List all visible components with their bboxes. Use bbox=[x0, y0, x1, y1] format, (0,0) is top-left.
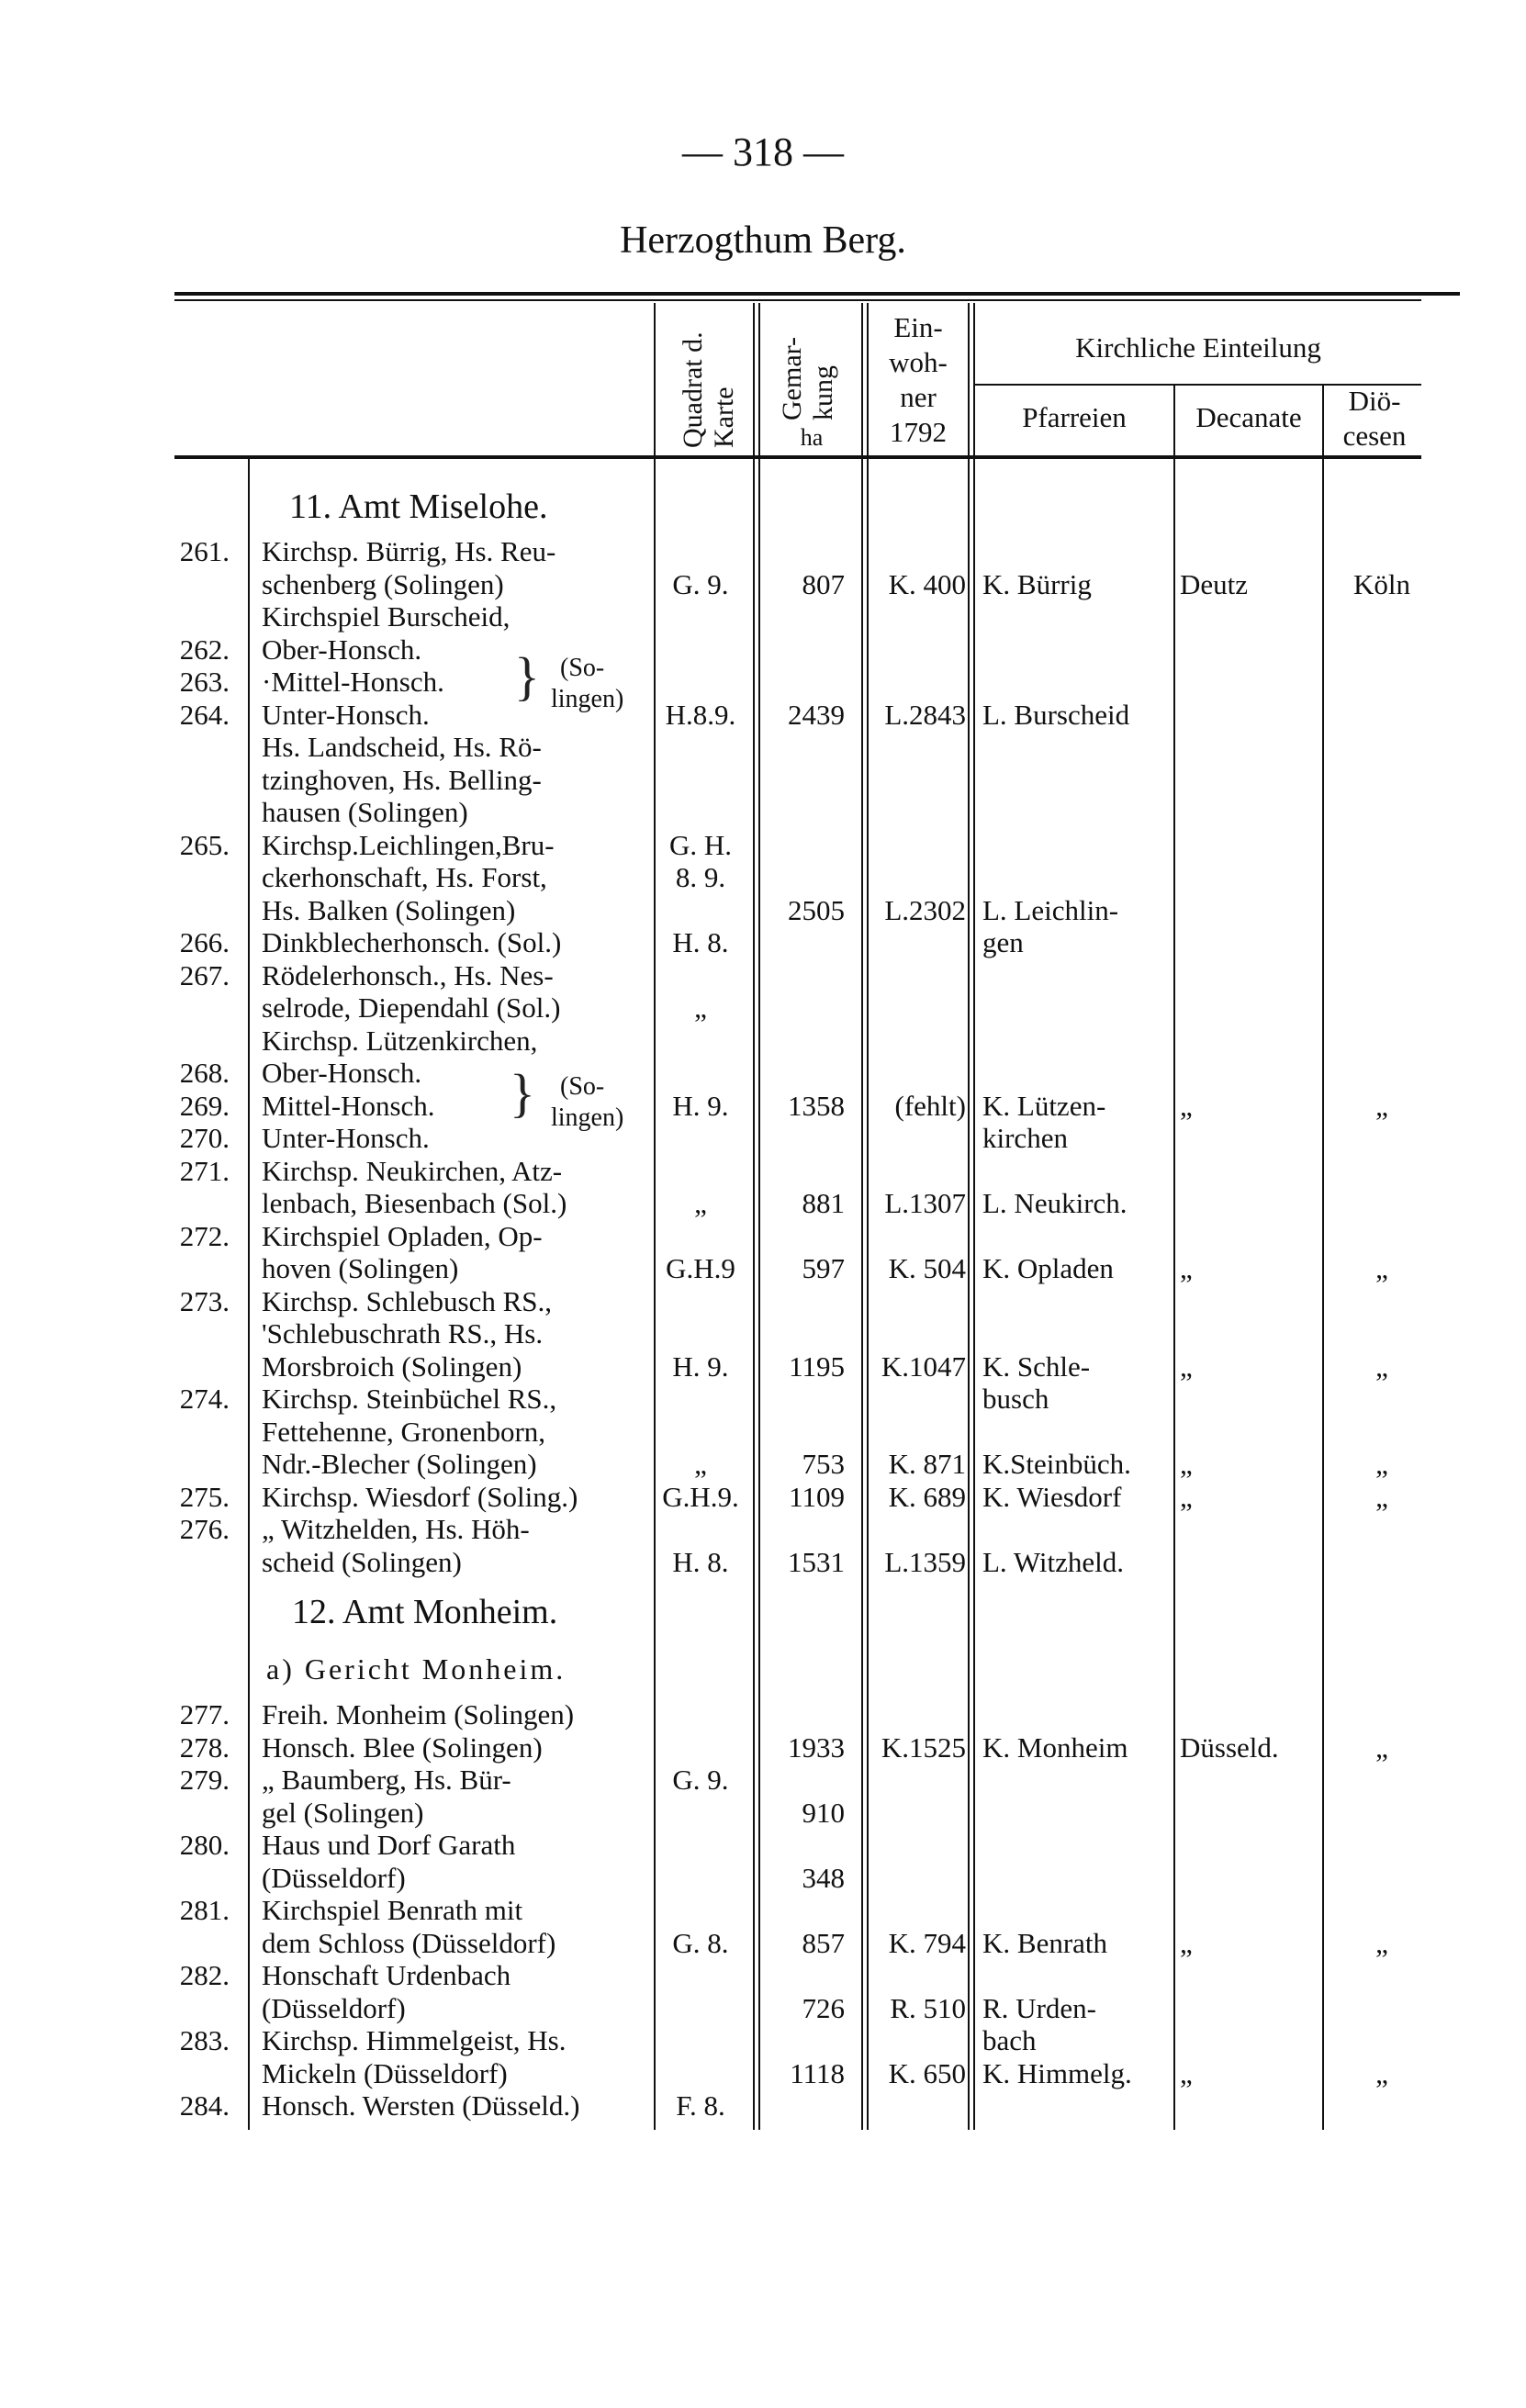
col-rule-pfarreien-b bbox=[973, 303, 975, 2130]
row-description: gel (Solingen) bbox=[262, 1796, 424, 1829]
row-description: ckerhonschaft, Hs. Forst, bbox=[262, 861, 547, 893]
row-description: „ Witzhelden, Hs. Höh- bbox=[262, 1513, 530, 1545]
row-quadrat: G.H.9 bbox=[666, 1252, 735, 1284]
row-number: 266. bbox=[179, 926, 230, 958]
row-gemarkung: 1531 bbox=[788, 1545, 845, 1578]
row-description: Unter-Honsch. bbox=[262, 1122, 430, 1154]
row-description: Kirchspiel Opladen, Op- bbox=[262, 1219, 543, 1252]
row-number: 270. bbox=[179, 1122, 230, 1154]
row-quadrat: „ bbox=[694, 991, 707, 1024]
row-description: (Düsseldorf) bbox=[262, 1991, 406, 2024]
row-description: Mickeln (Düsseldorf) bbox=[262, 2056, 508, 2089]
row-description: dem Schloss (Düsseldorf) bbox=[262, 1926, 556, 1959]
row-description: 'Schlebuschrath RS., Hs. bbox=[262, 1317, 544, 1350]
row-dioecese: „ bbox=[1375, 1252, 1388, 1284]
row-dioecese: „ bbox=[1375, 1350, 1388, 1383]
row-pfarrei: K. Opladen bbox=[982, 1252, 1114, 1284]
header-einwohner-1: Ein- bbox=[893, 311, 943, 343]
row-pfarrei: bach bbox=[982, 2024, 1037, 2056]
row-pfarrei: K. Monheim bbox=[982, 1730, 1128, 1764]
row-pfarrei: K.Steinbüch. bbox=[982, 1448, 1131, 1480]
row-gemarkung: 881 bbox=[802, 1187, 845, 1219]
row-gemarkung: 753 bbox=[802, 1448, 845, 1480]
row-gemarkung: 2505 bbox=[788, 893, 845, 926]
row-pfarrei: L. Leichlin- bbox=[982, 893, 1119, 926]
row-number: 265. bbox=[179, 828, 230, 861]
row-decanat: „ bbox=[1180, 1350, 1193, 1383]
row-description: Unter-Honsch. bbox=[262, 698, 430, 731]
row-quadrat: G. 8. bbox=[672, 1926, 729, 1959]
row-description: Kirchsp.Leichlingen,Bru- bbox=[262, 828, 555, 861]
row-quadrat: „ bbox=[694, 1448, 707, 1480]
row-pfarrei: K. Himmelg. bbox=[982, 2056, 1132, 2089]
header-quadrat: Quadrat d. Karte bbox=[678, 331, 739, 448]
row-description: Morsbroich (Solingen) bbox=[262, 1350, 522, 1383]
row-dioecese: Köln bbox=[1353, 567, 1410, 600]
row-einwohner: K.1525 bbox=[881, 1730, 966, 1764]
row-quadrat: „ bbox=[694, 1187, 707, 1219]
row-einwohner: K. 871 bbox=[888, 1448, 966, 1480]
row-description: selrode, Diependahl (Sol.) bbox=[262, 991, 561, 1024]
row-number: 273. bbox=[179, 1284, 230, 1317]
row-pfarrei: K. Lützen- bbox=[982, 1089, 1106, 1122]
row-description: Kirchsp. Neukirchen, Atz- bbox=[262, 1154, 563, 1187]
row-description: „ Baumberg, Hs. Bür- bbox=[262, 1764, 511, 1796]
row-pfarrei: kirchen bbox=[982, 1122, 1068, 1154]
row-description: Ndr.-Blecher (Solingen) bbox=[262, 1448, 537, 1480]
row-description: ·Mittel-Honsch. bbox=[262, 666, 444, 698]
row-gemarkung: 1118 bbox=[790, 2056, 845, 2089]
row-einwohner: K. 400 bbox=[888, 567, 966, 600]
row-einwohner: K. 650 bbox=[888, 2056, 966, 2089]
section-amt-miselohe: 11. Amt Miselohe. bbox=[289, 487, 548, 526]
row-description: Kirchsp. Himmelgeist, Hs. bbox=[262, 2024, 567, 2056]
row-pfarrei: R. Urden- bbox=[982, 1991, 1096, 2024]
header-dioecesen-2: cesen bbox=[1342, 420, 1407, 452]
row-quadrat: G. H. bbox=[668, 828, 733, 861]
row-pfarrei: K. Wiesdorf bbox=[982, 1480, 1122, 1513]
row-description: Ober-Honsch. bbox=[262, 633, 422, 666]
row-einwohner: K. 794 bbox=[888, 1926, 966, 1959]
row-einwohner: L.2302 bbox=[884, 893, 966, 926]
row-description: Fettehenne, Gronenborn, bbox=[262, 1415, 546, 1448]
row-gemarkung: 910 bbox=[802, 1796, 845, 1829]
row-einwohner: L.1359 bbox=[884, 1545, 966, 1578]
row-pfarrei: K. Bürrig bbox=[982, 567, 1092, 600]
row-number: 274. bbox=[179, 1383, 230, 1415]
row-quadrat: G. 9. bbox=[672, 1764, 729, 1796]
col-rule-pfarreien-a bbox=[968, 303, 970, 2130]
row-description: Kirchsp. Bürrig, Hs. Reu- bbox=[262, 535, 556, 567]
row-number: 282. bbox=[179, 1959, 230, 1991]
row-description: Hs. Balken (Solingen) bbox=[262, 893, 516, 926]
row-description: Rödelerhonsch., Hs. Nes- bbox=[262, 958, 554, 991]
row-decanat: Deutz bbox=[1180, 567, 1249, 600]
top-rule-thin bbox=[174, 299, 1421, 301]
row-description: Kirchsp. Schlebusch RS., bbox=[262, 1284, 553, 1317]
row-number: 269. bbox=[179, 1089, 230, 1122]
row-pfarrei: K. Schle- bbox=[982, 1350, 1091, 1383]
row-number: 275. bbox=[179, 1480, 230, 1513]
row-number: 283. bbox=[179, 2024, 230, 2056]
row-number: 277. bbox=[179, 1698, 230, 1730]
col-rule-decanate bbox=[1173, 386, 1175, 2130]
row-dioecese: „ bbox=[1375, 1480, 1388, 1513]
col-rule-dioecesen bbox=[1322, 386, 1324, 2130]
header-einwohner-4: 1792 bbox=[890, 416, 947, 448]
row-quadrat: G. 9. bbox=[672, 567, 729, 600]
row-description: Kirchsp. Steinbüchel RS., bbox=[262, 1383, 557, 1415]
row-number: 284. bbox=[179, 2089, 230, 2122]
row-einwohner: R. 510 bbox=[890, 1991, 966, 2024]
row-description: tzinghoven, Hs. Belling- bbox=[262, 763, 542, 796]
row-description: Kirchspiel Benrath mit bbox=[262, 1894, 523, 1926]
row-description: lenbach, Biesenbach (Sol.) bbox=[262, 1187, 567, 1219]
col-rule-einwohner-a bbox=[861, 303, 863, 2130]
row-quadrat: H. 8. bbox=[672, 1545, 729, 1578]
row-number: 264. bbox=[179, 698, 230, 731]
row-einwohner: K. 689 bbox=[888, 1480, 966, 1513]
row-decanat: „ bbox=[1180, 1926, 1193, 1959]
row-quadrat: H. 8. bbox=[672, 926, 729, 958]
row-quadrat: G.H.9. bbox=[662, 1480, 739, 1513]
row-number: 262. bbox=[179, 633, 230, 666]
row-quadrat: 8. 9. bbox=[675, 861, 726, 893]
row-quadrat: H. 9. bbox=[672, 1089, 729, 1122]
row-einwohner: L.1307 bbox=[884, 1187, 966, 1219]
row-decanat: „ bbox=[1180, 1252, 1193, 1284]
row-number: 281. bbox=[179, 1894, 230, 1926]
row-gemarkung: 857 bbox=[802, 1926, 845, 1959]
row-number: 272. bbox=[179, 1219, 230, 1252]
row-einwohner: (fehlt) bbox=[894, 1089, 966, 1122]
page-title: Herzogthum Berg. bbox=[620, 219, 906, 262]
row-description: Kirchsp. Lützenkirchen, bbox=[262, 1024, 538, 1057]
row-pfarrei: gen bbox=[982, 926, 1024, 958]
header-pfarreien: Pfarreien bbox=[1022, 401, 1127, 433]
row-number: 276. bbox=[179, 1513, 230, 1545]
row-dioecese: „ bbox=[1375, 1730, 1388, 1764]
row-decanat: „ bbox=[1180, 1448, 1193, 1480]
row-dioecese: „ bbox=[1375, 1089, 1388, 1122]
row-pfarrei: busch bbox=[982, 1383, 1049, 1415]
row-dioecese: „ bbox=[1375, 1926, 1388, 1959]
row-number: 263. bbox=[179, 666, 230, 698]
row-pfarrei: L. Burscheid bbox=[982, 698, 1130, 731]
header-decanate: Decanate bbox=[1195, 401, 1302, 433]
row-quadrat: H. 9. bbox=[672, 1350, 729, 1383]
row-gemarkung: 1358 bbox=[788, 1089, 845, 1122]
row-decanat: „ bbox=[1180, 2056, 1193, 2089]
row-quadrat: F. 8. bbox=[676, 2089, 725, 2122]
header-gemarkung: Gemar-kung bbox=[777, 336, 838, 420]
section-amt-monheim: 12. Amt Monheim. bbox=[292, 1593, 558, 1631]
row-description: Honsch. Blee (Solingen) bbox=[262, 1730, 543, 1764]
row-decanat: Düsseld. bbox=[1180, 1730, 1279, 1764]
row-description: Haus und Dorf Garath bbox=[262, 1829, 516, 1861]
row-description: schenberg (Solingen) bbox=[262, 567, 504, 600]
brace-label-solingen-a1: (So- bbox=[560, 654, 605, 682]
header-gemarkung-unit: ha bbox=[800, 424, 824, 451]
row-einwohner: K. 504 bbox=[888, 1252, 966, 1284]
header-bottom-rule bbox=[174, 455, 1421, 459]
brace-solingen-b: } bbox=[510, 1063, 535, 1123]
header-einwohner-2: woh- bbox=[889, 346, 948, 378]
row-quadrat: H.8.9. bbox=[665, 698, 736, 731]
row-gemarkung: 597 bbox=[802, 1252, 845, 1284]
header-einwohner-3: ner bbox=[900, 381, 937, 413]
row-number: 280. bbox=[179, 1829, 230, 1861]
row-pfarrei: L. Witzheld. bbox=[982, 1545, 1125, 1578]
row-description: Kirchsp. Wiesdorf (Soling.) bbox=[262, 1480, 578, 1513]
row-description: hausen (Solingen) bbox=[262, 796, 468, 828]
row-pfarrei: K. Benrath bbox=[982, 1926, 1108, 1959]
subsection-gericht-monheim: a) Gericht Monheim. bbox=[266, 1652, 567, 1686]
row-description: Freih. Monheim (Solingen) bbox=[262, 1698, 575, 1730]
row-number: 267. bbox=[179, 958, 230, 991]
row-dioecese: „ bbox=[1375, 2056, 1388, 2089]
row-number: 261. bbox=[179, 535, 230, 567]
row-gemarkung: 2439 bbox=[788, 698, 845, 731]
row-description: scheid (Solingen) bbox=[262, 1545, 462, 1578]
row-number: 268. bbox=[179, 1057, 230, 1089]
row-einwohner: L.2843 bbox=[884, 698, 966, 731]
row-description: Dinkblecherhonsch. (Sol.) bbox=[262, 926, 562, 958]
row-number: 271. bbox=[179, 1154, 230, 1187]
row-description: (Düsseldorf) bbox=[262, 1861, 406, 1894]
col-rule-left bbox=[248, 459, 250, 2130]
row-number: 279. bbox=[179, 1764, 230, 1796]
row-number: 278. bbox=[179, 1730, 230, 1764]
row-gemarkung: 807 bbox=[802, 567, 845, 600]
row-description: hoven (Solingen) bbox=[262, 1252, 459, 1284]
row-decanat: „ bbox=[1180, 1480, 1193, 1513]
row-description: Kirchspiel Burscheid, bbox=[262, 600, 511, 633]
row-einwohner: K.1047 bbox=[881, 1350, 966, 1383]
row-description: Ober-Honsch. bbox=[262, 1057, 422, 1089]
page-number: — 318 — bbox=[682, 129, 844, 174]
header-dioecesen-1: Diö- bbox=[1348, 385, 1401, 417]
row-gemarkung: 1933 bbox=[788, 1730, 845, 1764]
row-gemarkung: 726 bbox=[802, 1991, 845, 2024]
top-rule-thick bbox=[174, 292, 1460, 296]
row-description: Hs. Landscheid, Hs. Rö- bbox=[262, 731, 542, 763]
row-description: Honsch. Wersten (Düsseld.) bbox=[262, 2089, 580, 2122]
row-dioecese: „ bbox=[1375, 1448, 1388, 1480]
header-kirchliche: Kirchliche Einteilung bbox=[1075, 331, 1321, 364]
row-description: Honschaft Urdenbach bbox=[262, 1959, 511, 1991]
brace-solingen-a: } bbox=[514, 646, 540, 706]
brace-label-solingen-a2: lingen) bbox=[551, 685, 624, 713]
row-gemarkung: 1109 bbox=[789, 1480, 845, 1513]
row-pfarrei: L. Neukirch. bbox=[982, 1187, 1128, 1219]
row-gemarkung: 348 bbox=[802, 1861, 845, 1894]
brace-label-solingen-b1: (So- bbox=[560, 1072, 605, 1101]
row-decanat: „ bbox=[1180, 1089, 1193, 1122]
row-description: Mittel-Honsch. bbox=[262, 1089, 435, 1122]
brace-label-solingen-b2: lingen) bbox=[551, 1103, 624, 1132]
row-gemarkung: 1195 bbox=[789, 1350, 845, 1383]
